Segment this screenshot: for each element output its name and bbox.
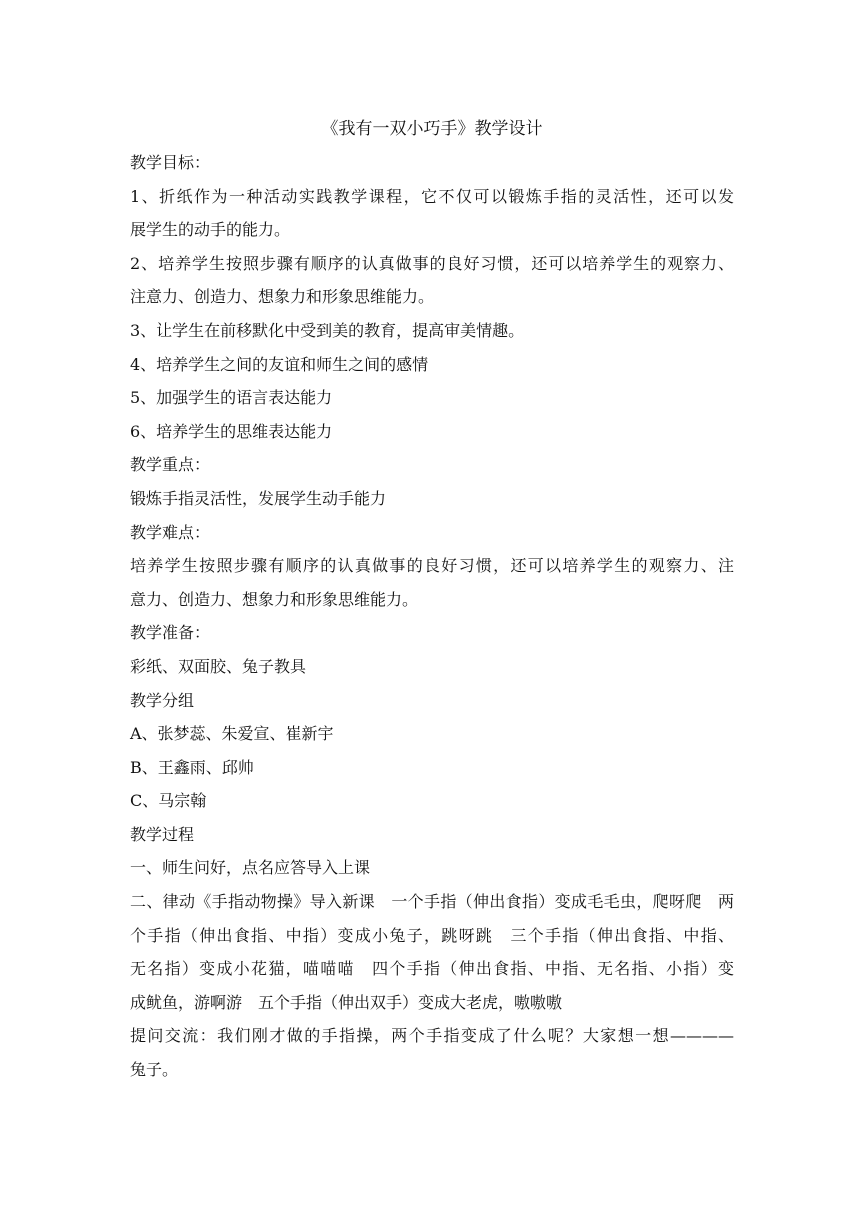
question xyxy=(130,1019,734,1086)
goal-1-line-1: 1、折纸作为一种活动实践教学课程，它不仅可以锻炼手指的灵活性，还可以发 xyxy=(130,186,734,206)
key-text-line: 锻炼手指灵活性，发展学生动手能力 xyxy=(130,488,387,508)
document-title: 《我有一双小巧手》教学设计 xyxy=(321,119,543,139)
group-b-text: B、王鑫雨、邱帅 xyxy=(130,757,254,777)
difficulty-text-line-2: 意力、创造力、想象力和形象思维能力。 xyxy=(130,589,419,609)
key-text xyxy=(130,482,734,516)
question-line-2: 兔子。 xyxy=(130,1060,179,1080)
step-1 xyxy=(130,851,734,885)
prep-text-line: 彩纸、双面胶、兔子教具 xyxy=(130,656,307,676)
goal-1 xyxy=(130,180,734,247)
group-c-text: C、马宗翰 xyxy=(130,791,207,811)
goal-3 xyxy=(130,314,734,348)
difficulty-heading xyxy=(130,516,734,550)
goal-5 xyxy=(130,381,734,415)
process-heading xyxy=(130,818,734,852)
step-2-line-3: 无名指）变成小花猫，喵喵喵 四个手指（伸出食指、中指、无名指、小指）变 xyxy=(130,959,734,979)
goal-4-text: 4、培养学生之间的友谊和师生之间的感情 xyxy=(130,354,429,374)
goal-2-line-2: 注意力、创造力、想象力和形象思维能力。 xyxy=(130,287,435,307)
document-page xyxy=(130,112,734,1087)
step-2-line-1: 二、律动《手指动物操》导入新课 一个手指（伸出食指）变成毛毛虫，爬呀爬 两 xyxy=(130,892,734,912)
goal-6 xyxy=(130,415,734,449)
group-heading xyxy=(130,684,734,718)
question-line-1: 提问交流：我们刚才做的手指操，两个手指变成了什么呢？大家想一想———— xyxy=(130,1026,734,1046)
group-b xyxy=(130,751,734,785)
goal-5-text: 5、加强学生的语言表达能力 xyxy=(130,388,333,408)
group-heading-text: 教学分组 xyxy=(130,690,195,710)
step-2-line-4: 成鱿鱼，游啊游 五个手指（伸出双手）变成大老虎，嗷嗷嗷 xyxy=(130,992,563,1012)
group-a xyxy=(130,717,734,751)
goals-heading xyxy=(130,146,734,180)
group-a-text: A、张梦蕊、朱爱宣、崔新宇 xyxy=(130,724,334,744)
difficulty-text xyxy=(130,549,734,616)
goal-2 xyxy=(130,247,734,314)
process-heading-text: 教学过程 xyxy=(130,824,195,844)
step-2-line-2: 个手指（伸出食指、中指）变成小兔子，跳呀跳 三个手指（伸出食指、中指、 xyxy=(130,925,734,945)
group-c xyxy=(130,784,734,818)
key-heading xyxy=(130,448,734,482)
prep-heading-text: 教学准备： xyxy=(130,623,211,643)
step-1-text: 一、师生问好，点名应答导入上课 xyxy=(130,858,371,878)
goal-3-text: 3、让学生在前移默化中受到美的教育，提高审美情趣。 xyxy=(130,320,525,340)
difficulty-text-line-1: 培养学生按照步骤有顺序的认真做事的良好习惯，还可以培养学生的观察力、注 xyxy=(130,556,734,576)
goal-6-text: 6、培养学生的思维表达能力 xyxy=(130,421,333,441)
prep-heading xyxy=(130,616,734,650)
goal-2-line-1: 2、培养学生按照步骤有顺序的认真做事的良好习惯，还可以培养学生的观察力、 xyxy=(130,253,734,273)
prep-text xyxy=(130,650,734,684)
goal-4 xyxy=(130,348,734,382)
goal-1-line-2: 展学生的动手的能力。 xyxy=(130,220,291,240)
step-2 xyxy=(130,885,734,1019)
key-heading-text: 教学重点： xyxy=(130,455,211,475)
goals-heading-text: 教学目标： xyxy=(130,153,211,172)
difficulty-heading-text: 教学难点： xyxy=(130,522,211,542)
